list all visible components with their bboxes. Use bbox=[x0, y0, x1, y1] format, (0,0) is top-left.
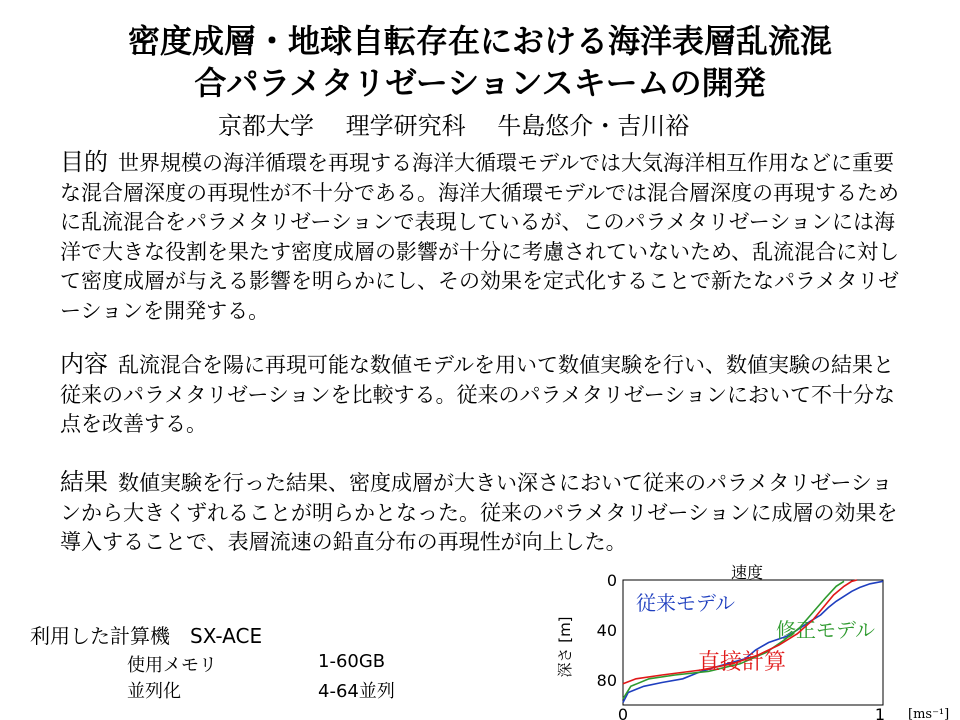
x-tick-label-1: 1 bbox=[874, 705, 886, 720]
y-tick-label-0: 0 bbox=[606, 571, 617, 590]
result-text: 数値実験を行った結果、密度成層が大きい深さにおいて従来のパラメタリゼーションから大きくずれることが明らかとなった。従来のパラメタリゼーションに成層の効果を導入することで、表層流速の鉛直分布の再現性が向上した。 bbox=[60, 471, 898, 554]
spec-label-parallel: 並列化 bbox=[127, 681, 181, 702]
y-tick-label-1: 40 bbox=[596, 621, 617, 640]
specs-title: 利用した計算機 SX-ACE bbox=[30, 624, 263, 648]
y-axis-title: 深さ [m] bbox=[556, 616, 574, 678]
series-label-0: 従来モデル bbox=[636, 591, 735, 615]
result-section bbox=[60, 468, 900, 558]
x-tick-label-0: 0 bbox=[617, 705, 629, 720]
series-label-2: 直接計算 bbox=[698, 650, 787, 675]
objective-section bbox=[60, 148, 900, 326]
spec-label-memory: 使用メモリ bbox=[127, 655, 217, 676]
content-heading: 内容 bbox=[60, 350, 108, 378]
authors: 京都大学 理学研究科 牛島悠介・吉川裕 bbox=[218, 112, 690, 140]
title-line-2: 合パラメタリゼーションスキームの開発 bbox=[194, 64, 766, 102]
content-section bbox=[60, 350, 900, 440]
x-axis-title: 速度 bbox=[730, 563, 764, 582]
spec-value-parallel: 4-64並列 bbox=[318, 681, 395, 702]
objective-text: 世界規模の海洋循環を再現する海洋大循環モデルでは大気海洋相互作用などに重要な混合層深度の再現性が不十分である。海洋大循環モデルでは混合層深度の再現するために乱流混合をパラメタリゼーションで表現しているが、このパラメタリゼーションには海洋で大きな役割を果たす密度成層の影響が十分に考慮されていないため、乱流混合に対して密度成層が与える影響を明らかにし、その効果を定式化することで新たなパラメタリゼーションを開発する。 bbox=[60, 151, 900, 323]
series-label-1: 修正モデル bbox=[776, 618, 875, 642]
result-heading: 結果 bbox=[60, 468, 108, 496]
title-line-1: 密度成層・地球自転存在における海洋表層乱流混 bbox=[127, 22, 832, 60]
spec-value-memory: 1-60GB bbox=[318, 651, 386, 672]
velocity-depth-chart bbox=[548, 562, 953, 720]
content-text: 乱流混合を陽に再現可能な数値モデルを用いて数値実験を行い、数値実験の結果と従来のパラメタリゼーションを比較する。従来のパラメタリゼーションにおいて不十分な点を改善する。 bbox=[60, 353, 895, 436]
y-tick-label-2: 80 bbox=[596, 671, 617, 690]
x-axis-unit: [ms⁻¹] bbox=[908, 707, 950, 720]
objective-heading: 目的 bbox=[60, 148, 108, 176]
